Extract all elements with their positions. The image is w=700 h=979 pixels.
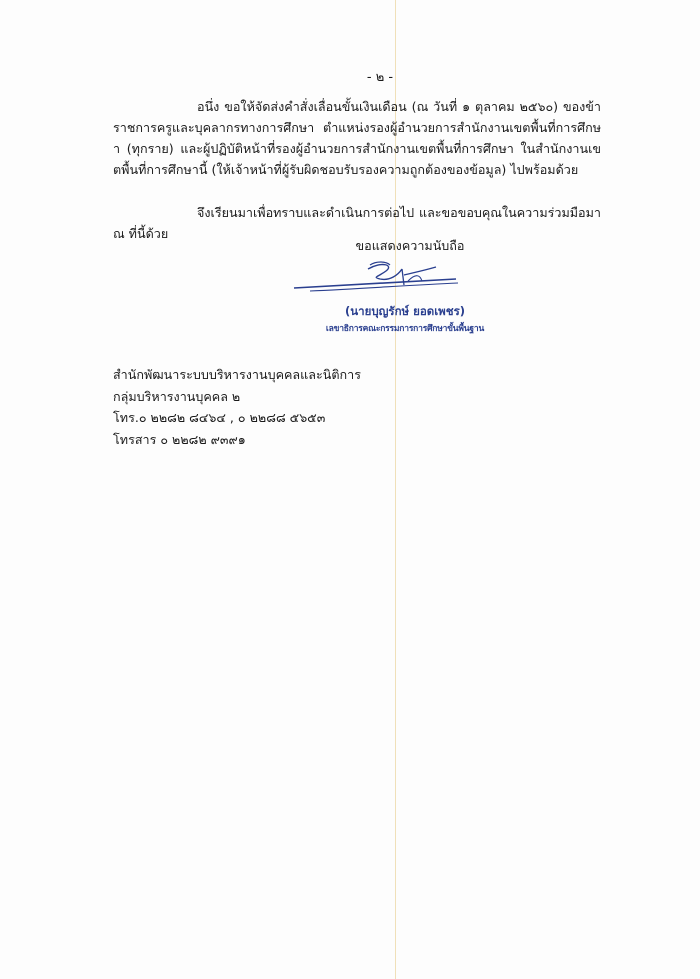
signer-name: (นายบุญรักษ์ ยอดเพชร) [345, 304, 465, 318]
signer-title: เลขาธิการคณะกรรมการการศึกษาขั้นพื้นฐาน [325, 324, 485, 334]
contact-fax: โทรสาร ๐ ๒๒๘๒ ๙๓๙๑ [113, 431, 246, 447]
paragraph-closing-statement: จึงเรียนมาเพื่อทราบและดำเนินการต่อไป และขอขอบคุณในความร่วมมือมา ณ ที่นี้ด้วย [113, 205, 601, 241]
contact-block [113, 364, 413, 450]
handwritten-signature [290, 255, 460, 299]
contact-telephone: โทร.๐ ๒๒๘๒ ๘๔๖๔ , ๐ ๒๒๘๘ ๕๖๕๓ [113, 410, 326, 425]
contact-office: สำนักพัฒนาระบบบริหารงานบุคคลและนิติการ [113, 367, 362, 382]
contact-group: กลุ่มบริหารงานบุคคล ๒ [113, 388, 241, 404]
page-number: - ๒ - [366, 70, 394, 85]
closing-salutation: ขอแสดงความนับถือ [355, 238, 465, 253]
paragraph-request: อนึ่ง ขอให้จัดส่งคำสั่งเลื่อนขั้นเงินเดือน (ณ วันที่ ๑ ตุลาคม ๒๕๖๐) ของข้าราชการครูและบุคลากรทางการศึกษา ตำแหน่งรองผู้อำนวยการสำนักงานเขตพื้นที่การศึกษา (ทุกราย) และผู้ปฏิบัติหน้าที่รองผู้อำนวยการสำนักงานเขตพื้นที่การศึกษา ในสำนักงานเขตพื้นที่การศึกษานี้ (ให้เจ้าหน้าที่ผู้รับผิดชอบรับรองความถูกต้องของข้อมูล) ไปพร้อมด้วย [113, 99, 601, 177]
